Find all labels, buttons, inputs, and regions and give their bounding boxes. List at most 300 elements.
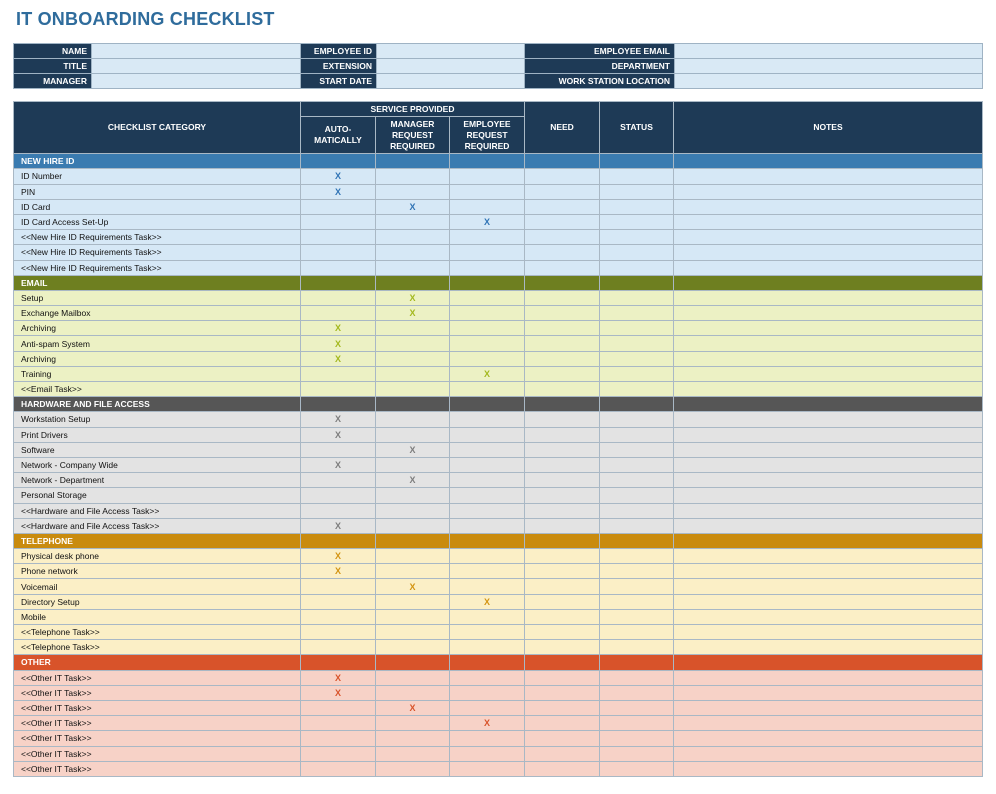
manager-request-cell[interactable] bbox=[376, 457, 450, 472]
employee-request-cell[interactable] bbox=[450, 579, 525, 594]
automatically-cell[interactable] bbox=[301, 199, 376, 214]
header-employee-line2: REQUEST bbox=[466, 129, 508, 140]
task-label[interactable]: Anti-spam System bbox=[14, 336, 301, 351]
task-label[interactable]: <<Hardware and File Access Task>> bbox=[14, 518, 301, 533]
need-cell[interactable] bbox=[525, 609, 600, 624]
task-label[interactable]: PIN bbox=[14, 184, 301, 199]
status-cell[interactable] bbox=[600, 306, 674, 321]
section-header-other bbox=[14, 655, 983, 670]
status-cell[interactable] bbox=[600, 230, 674, 245]
manager-request-cell[interactable] bbox=[376, 306, 450, 321]
status-cell[interactable] bbox=[600, 382, 674, 397]
notes-cell[interactable] bbox=[674, 716, 983, 731]
header-automatically-line2: MATICALLY bbox=[314, 135, 362, 146]
status-cell[interactable] bbox=[600, 427, 674, 442]
automatically-cell[interactable] bbox=[301, 761, 376, 776]
manager-request-cell[interactable] bbox=[376, 382, 450, 397]
header-notes: NOTES bbox=[674, 102, 983, 154]
employee-request-cell[interactable] bbox=[450, 321, 525, 336]
manager-request-cell[interactable] bbox=[376, 412, 450, 427]
checklist-row bbox=[14, 260, 983, 275]
status-cell[interactable] bbox=[600, 503, 674, 518]
automatically-cell[interactable] bbox=[301, 336, 376, 351]
automatically-cell[interactable] bbox=[301, 457, 376, 472]
need-cell[interactable] bbox=[525, 230, 600, 245]
notes-cell[interactable] bbox=[674, 290, 983, 305]
need-cell[interactable] bbox=[525, 351, 600, 366]
employee-request-cell[interactable] bbox=[450, 685, 525, 700]
notes-cell[interactable] bbox=[674, 336, 983, 351]
employee-request-cell[interactable] bbox=[450, 594, 525, 609]
status-cell[interactable] bbox=[600, 670, 674, 685]
employee-request-cell[interactable] bbox=[450, 214, 525, 229]
task-label[interactable]: <<Email Task>> bbox=[14, 382, 301, 397]
need-cell[interactable] bbox=[525, 579, 600, 594]
manager-request-cell[interactable] bbox=[376, 549, 450, 564]
task-label[interactable]: <<Telephone Task>> bbox=[14, 625, 301, 640]
manager-field[interactable] bbox=[92, 74, 301, 89]
automatically-cell[interactable] bbox=[301, 290, 376, 305]
manager-request-cell[interactable] bbox=[376, 366, 450, 381]
automatically-cell[interactable] bbox=[301, 700, 376, 715]
notes-cell[interactable] bbox=[674, 169, 983, 184]
manager-request-cell[interactable] bbox=[376, 625, 450, 640]
checklist-row bbox=[14, 321, 983, 336]
need-cell[interactable] bbox=[525, 625, 600, 640]
task-label[interactable]: <<New Hire ID Requirements Task>> bbox=[14, 245, 301, 260]
notes-cell[interactable] bbox=[674, 442, 983, 457]
need-cell[interactable] bbox=[525, 412, 600, 427]
status-cell[interactable] bbox=[600, 488, 674, 503]
need-cell[interactable] bbox=[525, 640, 600, 655]
status-cell[interactable] bbox=[600, 549, 674, 564]
status-cell[interactable] bbox=[600, 184, 674, 199]
need-cell[interactable] bbox=[525, 731, 600, 746]
employee-request-cell[interactable] bbox=[450, 746, 525, 761]
employee-request-cell[interactable] bbox=[450, 245, 525, 260]
manager-request-cell[interactable] bbox=[376, 473, 450, 488]
start-date-field[interactable] bbox=[377, 74, 525, 89]
status-cell[interactable] bbox=[600, 731, 674, 746]
task-label[interactable]: Directory Setup bbox=[14, 594, 301, 609]
manager-request-cell[interactable] bbox=[376, 594, 450, 609]
status-cell[interactable] bbox=[600, 351, 674, 366]
checklist-row bbox=[14, 351, 983, 366]
section-header-cell bbox=[600, 533, 674, 548]
work-station-location-label: WORK STATION LOCATION bbox=[525, 74, 675, 89]
automatically-cell[interactable] bbox=[301, 382, 376, 397]
status-cell[interactable] bbox=[600, 609, 674, 624]
need-cell[interactable] bbox=[525, 685, 600, 700]
manager-request-cell[interactable] bbox=[376, 290, 450, 305]
need-cell[interactable] bbox=[525, 245, 600, 260]
employee-request-cell[interactable] bbox=[450, 609, 525, 624]
automatically-cell[interactable] bbox=[301, 230, 376, 245]
manager-request-cell[interactable] bbox=[376, 731, 450, 746]
status-cell[interactable] bbox=[600, 321, 674, 336]
need-cell[interactable] bbox=[525, 321, 600, 336]
task-label[interactable]: Software bbox=[14, 442, 301, 457]
need-cell[interactable] bbox=[525, 549, 600, 564]
need-cell[interactable] bbox=[525, 382, 600, 397]
automatically-cell[interactable] bbox=[301, 321, 376, 336]
employee-request-cell[interactable] bbox=[450, 184, 525, 199]
name-field[interactable] bbox=[92, 44, 301, 59]
automatically-cell[interactable] bbox=[301, 306, 376, 321]
notes-cell[interactable] bbox=[674, 321, 983, 336]
employee-id-field[interactable] bbox=[377, 44, 525, 59]
automatically-cell[interactable] bbox=[301, 442, 376, 457]
automatically-cell[interactable] bbox=[301, 716, 376, 731]
task-label[interactable]: Voicemail bbox=[14, 579, 301, 594]
task-label[interactable]: Training bbox=[14, 366, 301, 381]
employee-request-cell[interactable] bbox=[450, 564, 525, 579]
task-label[interactable]: <<Other IT Task>> bbox=[14, 700, 301, 715]
status-cell[interactable] bbox=[600, 290, 674, 305]
automatically-cell[interactable] bbox=[301, 518, 376, 533]
automatically-cell[interactable] bbox=[301, 245, 376, 260]
section-header-cell bbox=[450, 655, 525, 670]
automatically-cell[interactable] bbox=[301, 473, 376, 488]
task-label[interactable]: Exchange Mailbox bbox=[14, 306, 301, 321]
employee-request-cell[interactable] bbox=[450, 412, 525, 427]
notes-cell[interactable] bbox=[674, 427, 983, 442]
x-mark: X bbox=[334, 429, 341, 440]
manager-request-cell[interactable] bbox=[376, 518, 450, 533]
employee-request-cell[interactable] bbox=[450, 336, 525, 351]
status-cell[interactable] bbox=[600, 199, 674, 214]
automatically-cell[interactable] bbox=[301, 594, 376, 609]
automatically-cell[interactable] bbox=[301, 670, 376, 685]
employee-request-cell[interactable] bbox=[450, 351, 525, 366]
x-mark: X bbox=[334, 520, 341, 531]
automatically-cell[interactable] bbox=[301, 351, 376, 366]
automatically-cell[interactable] bbox=[301, 184, 376, 199]
manager-request-cell[interactable] bbox=[376, 199, 450, 214]
status-cell[interactable] bbox=[600, 746, 674, 761]
need-cell[interactable] bbox=[525, 427, 600, 442]
employee-request-cell[interactable] bbox=[450, 457, 525, 472]
manager-request-cell[interactable] bbox=[376, 700, 450, 715]
task-label[interactable]: Setup bbox=[14, 290, 301, 305]
task-label[interactable]: Phone network bbox=[14, 564, 301, 579]
checklist-row bbox=[14, 564, 983, 579]
manager-request-cell[interactable] bbox=[376, 184, 450, 199]
status-cell[interactable] bbox=[600, 685, 674, 700]
section-header-cell bbox=[450, 397, 525, 412]
need-cell[interactable] bbox=[525, 306, 600, 321]
need-cell[interactable] bbox=[525, 670, 600, 685]
task-label[interactable]: <<Telephone Task>> bbox=[14, 640, 301, 655]
notes-cell[interactable] bbox=[674, 245, 983, 260]
manager-request-cell[interactable] bbox=[376, 488, 450, 503]
checklist-row bbox=[14, 488, 983, 503]
automatically-cell[interactable] bbox=[301, 731, 376, 746]
need-cell[interactable] bbox=[525, 336, 600, 351]
x-mark: X bbox=[334, 353, 341, 364]
checklist-row bbox=[14, 685, 983, 700]
automatically-cell[interactable] bbox=[301, 427, 376, 442]
manager-request-cell[interactable] bbox=[376, 746, 450, 761]
status-cell[interactable] bbox=[600, 625, 674, 640]
status-cell[interactable] bbox=[600, 564, 674, 579]
task-label[interactable]: <<New Hire ID Requirements Task>> bbox=[14, 260, 301, 275]
section-header-telephone bbox=[14, 533, 983, 548]
department-field[interactable] bbox=[675, 59, 983, 74]
x-mark: X bbox=[483, 718, 490, 729]
task-label[interactable]: <<Other IT Task>> bbox=[14, 761, 301, 776]
need-cell[interactable] bbox=[525, 199, 600, 214]
checklist-row bbox=[14, 306, 983, 321]
status-cell[interactable] bbox=[600, 579, 674, 594]
manager-request-cell[interactable] bbox=[376, 336, 450, 351]
automatically-cell[interactable] bbox=[301, 214, 376, 229]
status-cell[interactable] bbox=[600, 457, 674, 472]
employee-request-cell[interactable] bbox=[450, 700, 525, 715]
notes-cell[interactable] bbox=[674, 670, 983, 685]
manager-request-cell[interactable] bbox=[376, 685, 450, 700]
employee-info-table bbox=[13, 43, 983, 89]
need-cell[interactable] bbox=[525, 746, 600, 761]
employee-request-cell[interactable] bbox=[450, 488, 525, 503]
title-field[interactable] bbox=[92, 59, 301, 74]
status-cell[interactable] bbox=[600, 245, 674, 260]
status-cell[interactable] bbox=[600, 169, 674, 184]
notes-cell[interactable] bbox=[674, 260, 983, 275]
task-label[interactable]: Archiving bbox=[14, 351, 301, 366]
need-cell[interactable] bbox=[525, 503, 600, 518]
automatically-cell[interactable] bbox=[301, 685, 376, 700]
task-label[interactable]: <<Hardware and File Access Task>> bbox=[14, 503, 301, 518]
manager-request-cell[interactable] bbox=[376, 230, 450, 245]
notes-cell[interactable] bbox=[674, 579, 983, 594]
need-cell[interactable] bbox=[525, 260, 600, 275]
x-mark: X bbox=[334, 672, 341, 683]
automatically-cell[interactable] bbox=[301, 609, 376, 624]
task-label[interactable]: Physical desk phone bbox=[14, 549, 301, 564]
status-cell[interactable] bbox=[600, 594, 674, 609]
notes-cell[interactable] bbox=[674, 746, 983, 761]
notes-cell[interactable] bbox=[674, 457, 983, 472]
task-label[interactable]: ID Card bbox=[14, 199, 301, 214]
automatically-cell[interactable] bbox=[301, 488, 376, 503]
extension-field[interactable] bbox=[377, 59, 525, 74]
manager-request-cell[interactable] bbox=[376, 351, 450, 366]
task-label[interactable]: <<Other IT Task>> bbox=[14, 670, 301, 685]
automatically-cell[interactable] bbox=[301, 412, 376, 427]
manager-request-cell[interactable] bbox=[376, 761, 450, 776]
automatically-cell[interactable] bbox=[301, 625, 376, 640]
notes-cell[interactable] bbox=[674, 685, 983, 700]
task-label[interactable]: Print Drivers bbox=[14, 427, 301, 442]
manager-request-cell[interactable] bbox=[376, 609, 450, 624]
notes-cell[interactable] bbox=[674, 230, 983, 245]
task-label[interactable]: Network - Company Wide bbox=[14, 457, 301, 472]
need-cell[interactable] bbox=[525, 488, 600, 503]
need-cell[interactable] bbox=[525, 290, 600, 305]
section-header-cell bbox=[674, 275, 983, 290]
status-cell[interactable] bbox=[600, 260, 674, 275]
manager-request-cell[interactable] bbox=[376, 214, 450, 229]
employee-request-cell[interactable] bbox=[450, 640, 525, 655]
manager-request-cell[interactable] bbox=[376, 564, 450, 579]
need-cell[interactable] bbox=[525, 184, 600, 199]
section-header-cell bbox=[674, 533, 983, 548]
employee-email-field[interactable] bbox=[675, 44, 983, 59]
need-cell[interactable] bbox=[525, 169, 600, 184]
automatically-cell[interactable] bbox=[301, 579, 376, 594]
status-cell[interactable] bbox=[600, 412, 674, 427]
automatically-cell[interactable] bbox=[301, 366, 376, 381]
employee-request-cell[interactable] bbox=[450, 306, 525, 321]
notes-cell[interactable] bbox=[674, 473, 983, 488]
task-label[interactable]: <<Other IT Task>> bbox=[14, 685, 301, 700]
notes-cell[interactable] bbox=[674, 199, 983, 214]
employee-request-cell[interactable] bbox=[450, 427, 525, 442]
need-cell[interactable] bbox=[525, 473, 600, 488]
employee-request-cell[interactable] bbox=[450, 761, 525, 776]
notes-cell[interactable] bbox=[674, 564, 983, 579]
checklist-row bbox=[14, 640, 983, 655]
manager-request-cell[interactable] bbox=[376, 503, 450, 518]
employee-request-cell[interactable] bbox=[450, 366, 525, 381]
section-header-cell bbox=[600, 655, 674, 670]
employee-request-cell[interactable] bbox=[450, 518, 525, 533]
notes-cell[interactable] bbox=[674, 761, 983, 776]
automatically-cell[interactable] bbox=[301, 169, 376, 184]
manager-request-cell[interactable] bbox=[376, 716, 450, 731]
need-cell[interactable] bbox=[525, 518, 600, 533]
notes-cell[interactable] bbox=[674, 351, 983, 366]
employee-request-cell[interactable] bbox=[450, 442, 525, 457]
status-cell[interactable] bbox=[600, 442, 674, 457]
notes-cell[interactable] bbox=[674, 382, 983, 397]
header-manager-line1: MANAGER bbox=[390, 118, 435, 129]
status-cell[interactable] bbox=[600, 473, 674, 488]
automatically-cell[interactable] bbox=[301, 503, 376, 518]
employee-request-cell[interactable] bbox=[450, 731, 525, 746]
need-cell[interactable] bbox=[525, 366, 600, 381]
notes-cell[interactable] bbox=[674, 625, 983, 640]
employee-request-cell[interactable] bbox=[450, 230, 525, 245]
task-label[interactable]: Workstation Setup bbox=[14, 412, 301, 427]
task-label[interactable]: Personal Storage bbox=[14, 488, 301, 503]
task-label[interactable]: Mobile bbox=[14, 609, 301, 624]
section-header-cell bbox=[674, 397, 983, 412]
automatically-cell[interactable] bbox=[301, 640, 376, 655]
manager-request-cell[interactable] bbox=[376, 245, 450, 260]
status-cell[interactable] bbox=[600, 366, 674, 381]
task-label[interactable]: <<Other IT Task>> bbox=[14, 746, 301, 761]
notes-cell[interactable] bbox=[674, 549, 983, 564]
x-mark: X bbox=[334, 414, 341, 425]
notes-cell[interactable] bbox=[674, 518, 983, 533]
need-cell[interactable] bbox=[525, 442, 600, 457]
automatically-cell[interactable] bbox=[301, 549, 376, 564]
notes-cell[interactable] bbox=[674, 640, 983, 655]
need-cell[interactable] bbox=[525, 594, 600, 609]
task-label[interactable]: ID Number bbox=[14, 169, 301, 184]
x-mark: X bbox=[483, 368, 490, 379]
need-cell[interactable] bbox=[525, 700, 600, 715]
status-cell[interactable] bbox=[600, 640, 674, 655]
status-cell[interactable] bbox=[600, 518, 674, 533]
employee-request-cell[interactable] bbox=[450, 625, 525, 640]
employee-request-cell[interactable] bbox=[450, 199, 525, 214]
manager-request-cell[interactable] bbox=[376, 321, 450, 336]
header-automatically-line1: AUTO- bbox=[324, 124, 352, 135]
task-label[interactable]: Network - Department bbox=[14, 473, 301, 488]
manager-request-cell[interactable] bbox=[376, 427, 450, 442]
status-cell[interactable] bbox=[600, 700, 674, 715]
checklist-row bbox=[14, 761, 983, 776]
employee-request-cell[interactable] bbox=[450, 473, 525, 488]
task-label[interactable]: Archiving bbox=[14, 321, 301, 336]
notes-cell[interactable] bbox=[674, 184, 983, 199]
checklist-row bbox=[14, 716, 983, 731]
manager-request-cell[interactable] bbox=[376, 640, 450, 655]
notes-cell[interactable] bbox=[674, 700, 983, 715]
need-cell[interactable] bbox=[525, 564, 600, 579]
task-label[interactable]: <<Other IT Task>> bbox=[14, 716, 301, 731]
notes-cell[interactable] bbox=[674, 214, 983, 229]
notes-cell[interactable] bbox=[674, 366, 983, 381]
manager-request-cell[interactable] bbox=[376, 579, 450, 594]
notes-cell[interactable] bbox=[674, 594, 983, 609]
manager-request-cell[interactable] bbox=[376, 670, 450, 685]
task-label[interactable]: <<Other IT Task>> bbox=[14, 731, 301, 746]
need-cell[interactable] bbox=[525, 214, 600, 229]
task-label[interactable]: ID Card Access Set-Up bbox=[14, 214, 301, 229]
notes-cell[interactable] bbox=[674, 731, 983, 746]
employee-request-cell[interactable] bbox=[450, 716, 525, 731]
employee-request-cell[interactable] bbox=[450, 169, 525, 184]
work-station-location-field[interactable] bbox=[675, 74, 983, 89]
employee-request-cell[interactable] bbox=[450, 260, 525, 275]
notes-cell[interactable] bbox=[674, 412, 983, 427]
checklist-row bbox=[14, 579, 983, 594]
checklist-row bbox=[14, 245, 983, 260]
automatically-cell[interactable] bbox=[301, 746, 376, 761]
automatically-cell[interactable] bbox=[301, 260, 376, 275]
task-label[interactable]: <<New Hire ID Requirements Task>> bbox=[14, 230, 301, 245]
status-cell[interactable] bbox=[600, 716, 674, 731]
employee-request-cell[interactable] bbox=[450, 382, 525, 397]
checklist-row bbox=[14, 184, 983, 199]
employee-request-cell[interactable] bbox=[450, 670, 525, 685]
status-cell[interactable] bbox=[600, 214, 674, 229]
need-cell[interactable] bbox=[525, 457, 600, 472]
status-cell[interactable] bbox=[600, 336, 674, 351]
manager-request-cell[interactable] bbox=[376, 169, 450, 184]
manager-request-cell[interactable] bbox=[376, 442, 450, 457]
status-cell[interactable] bbox=[600, 761, 674, 776]
manager-request-cell[interactable] bbox=[376, 260, 450, 275]
need-cell[interactable] bbox=[525, 761, 600, 776]
automatically-cell[interactable] bbox=[301, 564, 376, 579]
notes-cell[interactable] bbox=[674, 488, 983, 503]
notes-cell[interactable] bbox=[674, 609, 983, 624]
checklist-row bbox=[14, 670, 983, 685]
notes-cell[interactable] bbox=[674, 306, 983, 321]
employee-request-cell[interactable] bbox=[450, 503, 525, 518]
notes-cell[interactable] bbox=[674, 503, 983, 518]
x-mark: X bbox=[483, 217, 490, 228]
need-cell[interactable] bbox=[525, 716, 600, 731]
section-header-cell bbox=[525, 655, 600, 670]
employee-request-cell[interactable] bbox=[450, 290, 525, 305]
employee-request-cell[interactable] bbox=[450, 549, 525, 564]
